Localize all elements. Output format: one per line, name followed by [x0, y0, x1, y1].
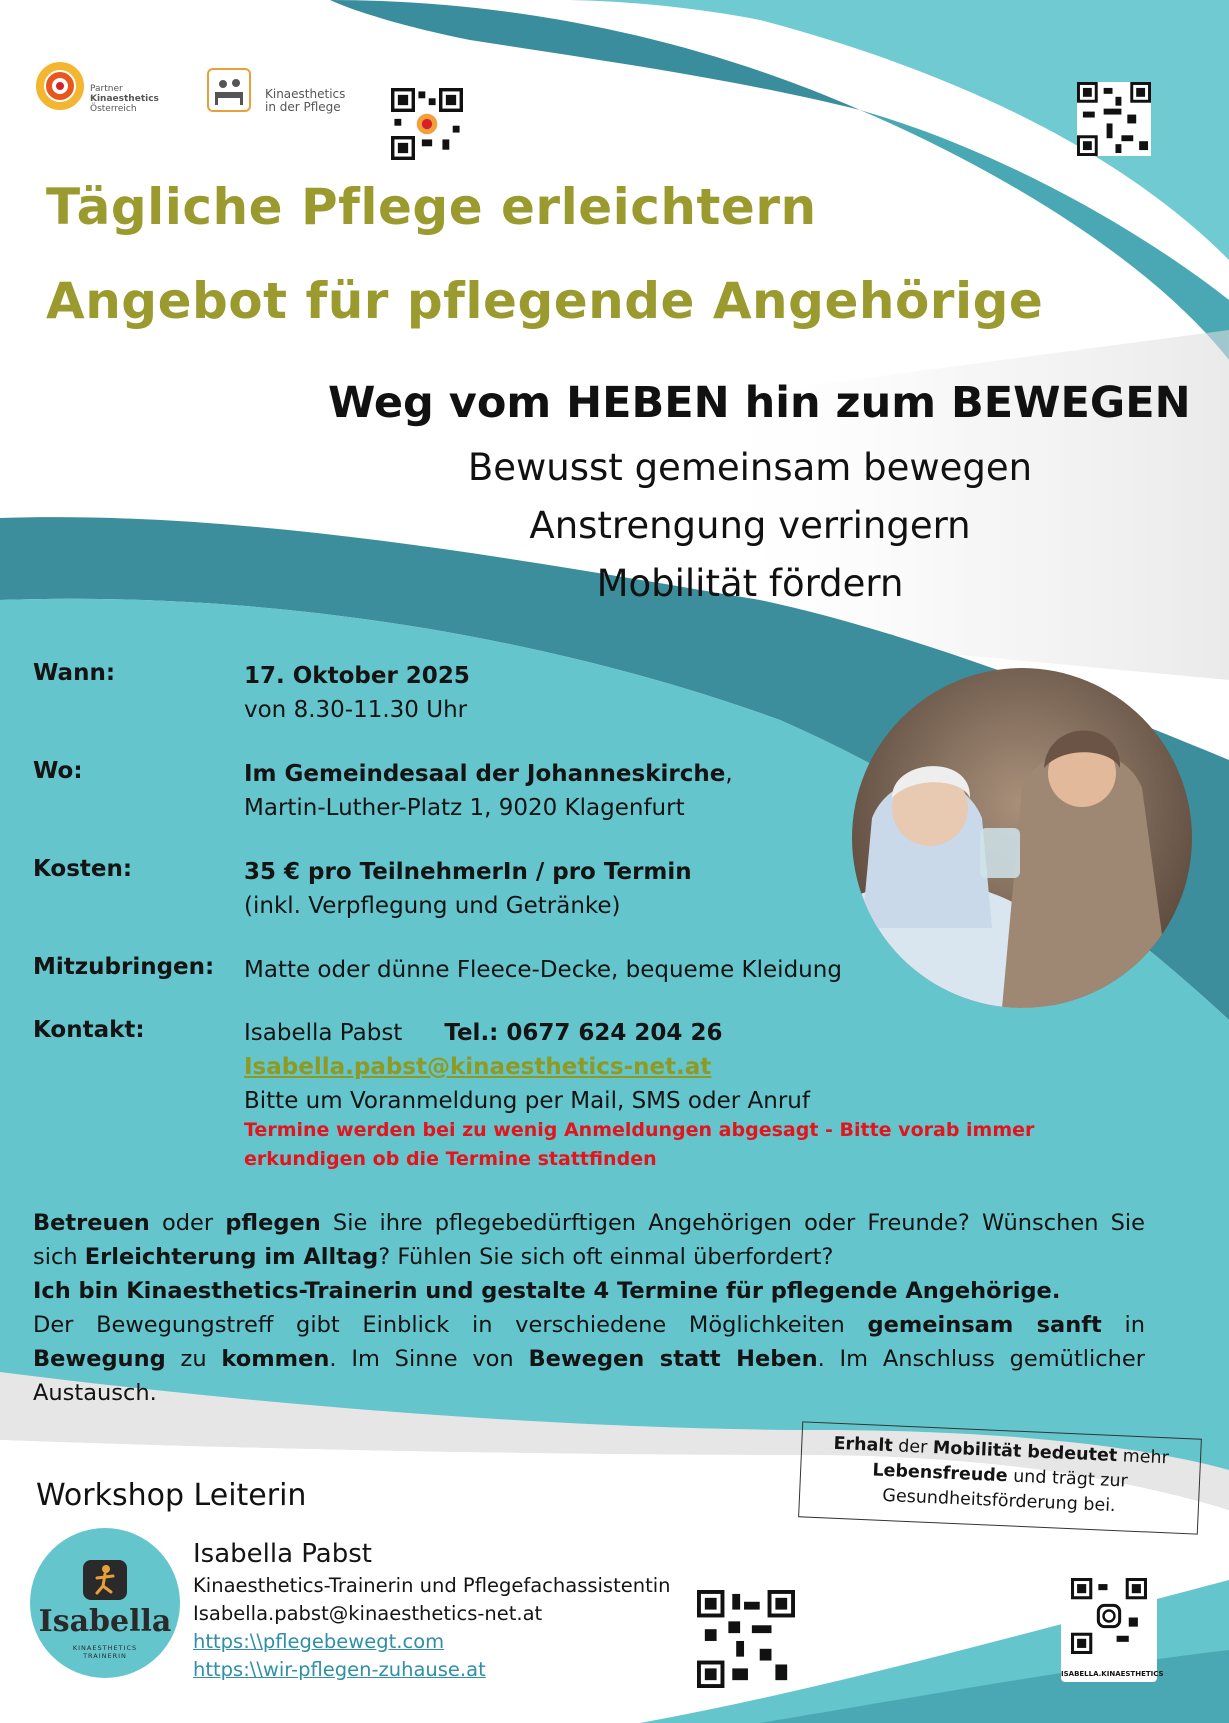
note-emph-mobilitaet: Mobilität bedeutet — [932, 1438, 1118, 1467]
value-wann — [244, 659, 470, 727]
emph-kommen: kommen — [221, 1346, 330, 1372]
text-fragment: . Im Sinne von — [329, 1346, 529, 1372]
text-fragment: zu — [165, 1346, 222, 1372]
value-mitzubringen: Matte oder dünne Fleece-Decke, bequeme Kleidung — [244, 957, 842, 983]
text-fragment: . Im Anschluss gemütlicher Austausch. — [33, 1346, 1145, 1406]
website-link-pflegebewegt[interactable]: https:\\pflegebewegt.com — [193, 1630, 445, 1653]
text-fragment: ? Fühlen Sie sich oft einmal überfordert? — [378, 1244, 834, 1270]
spiral-logo-icon — [36, 62, 84, 110]
kinaesthetics-pflege-logo — [207, 68, 347, 116]
label-wo: Wo: — [33, 758, 83, 784]
venue-address: Martin-Luther-Platz 1, 9020 Klagenfurt — [244, 795, 685, 821]
pflege-line2: in der Pflege — [265, 100, 341, 114]
qr-code-top-right — [1077, 82, 1151, 156]
title-secondary: Angebot für pflegende Angehörige — [46, 272, 1044, 330]
trainer-figure-icon — [83, 1560, 127, 1600]
emph-bewegen-statt-heben: Bewegen statt Heben — [528, 1346, 818, 1372]
subtitle-1: Bewusst gemeinsam bewegen — [467, 446, 1033, 489]
contact-email-link[interactable]: Isabella.pabst@kinaesthetics-net.at — [244, 1054, 712, 1080]
label-wann: Wann: — [33, 660, 116, 686]
note-text: mehr — [1116, 1446, 1170, 1469]
description — [33, 1206, 1145, 1410]
note-emph-lebensfreude: Lebensfreude — [872, 1460, 1009, 1487]
description-paragraph-1 — [33, 1206, 1145, 1274]
bed-care-icon — [207, 68, 251, 112]
contact-name: Isabella Pabst — [244, 1020, 403, 1046]
contact-phone: Tel.: 0677 624 204 26 — [444, 1020, 723, 1046]
badge-name: Isabella — [38, 1604, 172, 1639]
price: 35 € pro TeilnehmerIn / pro Termin — [244, 859, 692, 885]
isabella-trainer-badge — [30, 1528, 180, 1678]
emph-bewegung: Bewegung — [33, 1346, 166, 1372]
text-fragment: in — [1101, 1312, 1145, 1338]
label-kontakt: Kontakt: — [33, 1017, 145, 1043]
qr-code-top-center — [391, 88, 463, 160]
leader-role: Kinaesthetics-Trainerin und Pflegefachassistentin — [193, 1574, 671, 1597]
label-mitzubringen: Mitzubringen: — [33, 954, 215, 980]
instagram-qr-code — [1071, 1578, 1147, 1654]
text-fragment: oder — [149, 1210, 226, 1236]
website-link-wir-pflegen-zuhause[interactable]: https:\\wir-pflegen-zuhause.at — [193, 1658, 486, 1681]
title-primary: Tägliche Pflege erleichtern — [46, 178, 817, 236]
caregiver-photo — [852, 668, 1192, 1008]
price-includes: (inkl. Verpflegung und Getränke) — [244, 893, 621, 919]
event-date: 17. Oktober 2025 — [244, 663, 470, 689]
partner-kinaesthetics-logo — [36, 62, 159, 116]
description-paragraph-2: Ich bin Kinaesthetics-Trainerin und gestalte 4 Termine für pflegende Angehörige. — [33, 1278, 1061, 1304]
mobility-note-box — [798, 1421, 1202, 1534]
note-text: und trägt zur Gesundheitsförderung bei. — [881, 1466, 1129, 1517]
badge-caption-line2: TRAINERIN — [83, 1652, 127, 1660]
description-paragraph-3 — [33, 1308, 1145, 1410]
value-kontakt — [244, 1016, 810, 1118]
slogan: Weg vom HEBEN hin zum BEWEGEN — [328, 378, 1191, 428]
venue-comma: , — [725, 761, 733, 787]
subtitle-3: Mobilität fördern — [596, 562, 904, 605]
emph-pflegen: pflegen — [225, 1210, 321, 1236]
badge-caption-line1: KINAESTHETICS — [72, 1644, 138, 1652]
emph-betreuen: Betreuen — [33, 1210, 150, 1236]
venue-name: Im Gemeindesaal der Johanneskirche — [244, 761, 726, 787]
text-fragment: Der Bewegungstreff gibt Einblick in verschiedene Möglichkeiten — [33, 1312, 868, 1338]
qr-code-bottom-center — [697, 1590, 795, 1688]
instagram-handle: ISABELLA.KINAESTHETICS — [1061, 1670, 1164, 1678]
label-kosten: Kosten: — [33, 856, 133, 882]
emph-gemeinsam-sanft: gemeinsam sanft — [867, 1312, 1102, 1338]
cancellation-warning: Termine werden bei zu wenig Anmeldungen abgesagt - Bitte vorab immer erkundigen ob die Termine stattfinden — [244, 1119, 1035, 1170]
event-time: von 8.30-11.30 Uhr — [244, 697, 468, 723]
workshop-leader-heading: Workshop Leiterin — [36, 1478, 307, 1513]
partner-line1: Partner — [90, 84, 123, 94]
note-text: der — [892, 1436, 934, 1459]
leader-name: Isabella Pabst — [193, 1539, 372, 1569]
leader-email[interactable]: Isabella.pabst@kinaesthetics-net.at — [193, 1602, 543, 1625]
pflege-line1: Kinaesthetics — [265, 87, 346, 101]
value-kosten — [244, 855, 692, 923]
contact-note: Bitte um Voranmeldung per Mail, SMS oder Anruf — [244, 1088, 810, 1114]
partner-line3: Österreich — [90, 104, 137, 114]
value-wo — [244, 757, 733, 825]
subtitle-2: Anstrengung verringern — [529, 504, 971, 547]
emph-erleichterung: Erleichterung im Alltag — [84, 1244, 379, 1270]
partner-line2: Kinaesthetics — [90, 94, 159, 104]
instagram-qr-card — [1061, 1572, 1164, 1682]
note-emph-erhalt: Erhalt — [833, 1433, 894, 1457]
badge-caption — [30, 1644, 180, 1660]
leader-details — [193, 1536, 671, 1684]
text-fragment: Sie ihre pflegebedürftigen Angehörigen oder Freunde? Wünschen Sie sich — [33, 1210, 1145, 1270]
